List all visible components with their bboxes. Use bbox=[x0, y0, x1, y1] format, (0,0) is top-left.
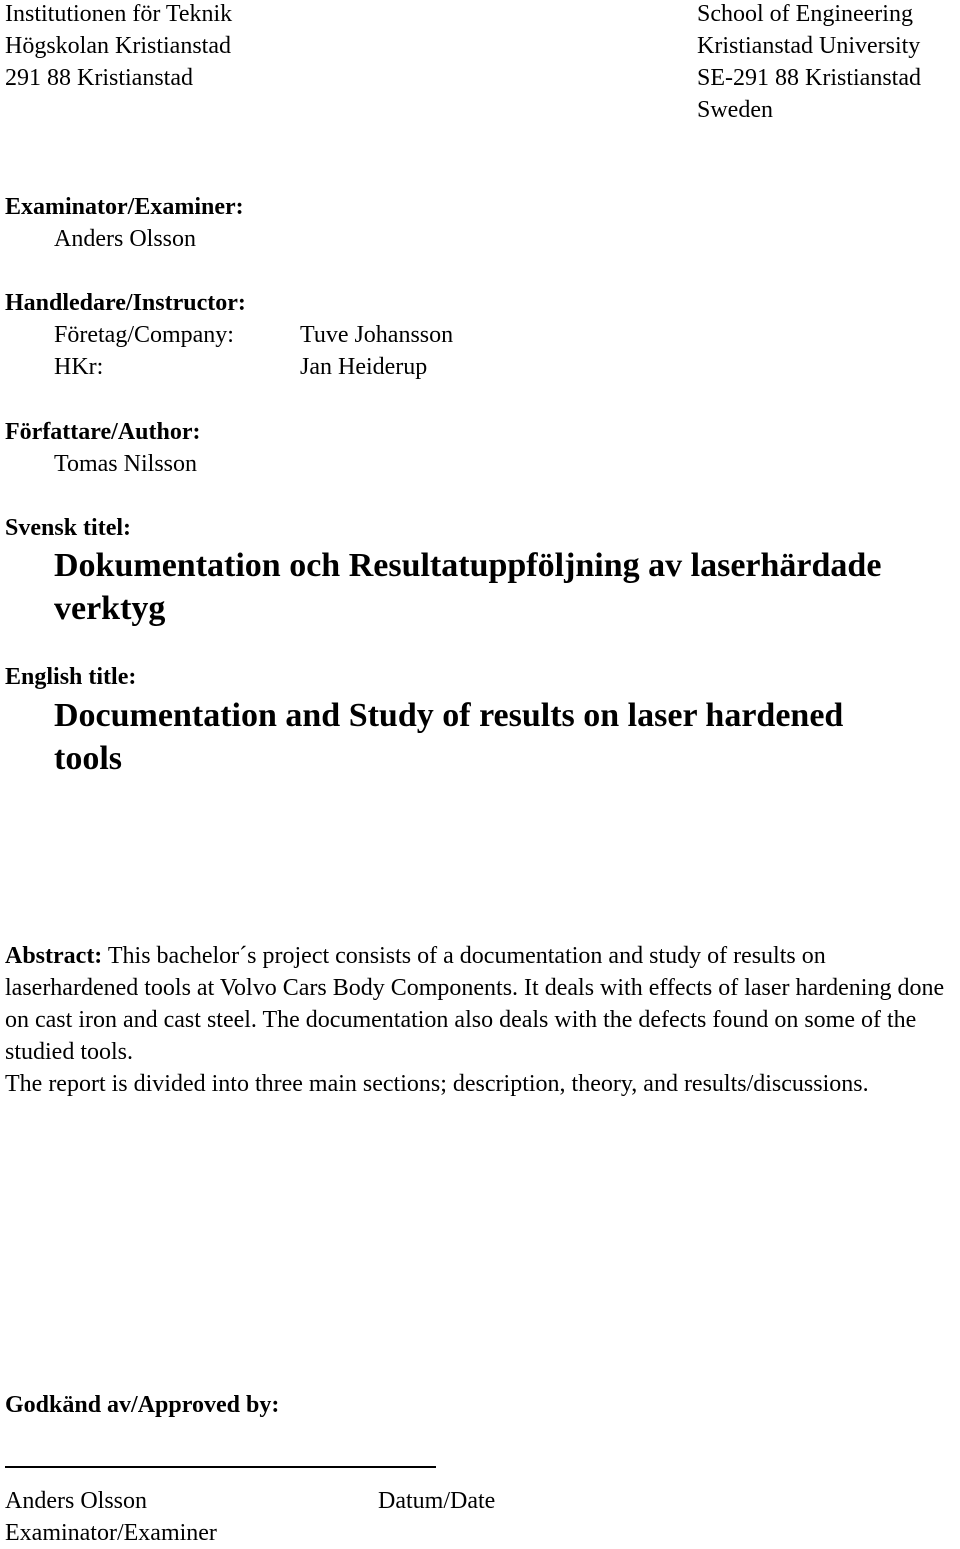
english-title-line-2: tools bbox=[54, 740, 122, 777]
postal-address-swedish: 291 88 Kristianstad bbox=[5, 65, 193, 91]
abstract-label: Abstract: bbox=[5, 943, 103, 969]
author-label: Författare/Author: bbox=[5, 419, 201, 445]
approver-role: Examinator/Examiner bbox=[5, 1520, 217, 1546]
examiner-name: Anders Olsson bbox=[54, 226, 196, 252]
signature-line bbox=[5, 1466, 436, 1468]
university-name-english: Kristianstad University bbox=[697, 33, 921, 59]
company-instructor-name: Tuve Johansson bbox=[300, 322, 454, 348]
abstract-text-1: This bachelor´s project consists of a documentation and study of results on laserhardened tools at Volvo Cars Body Components. It deals with effects of laser hardening done on cast iron and cast steel. The documentation also deals with the defects found on some of the studied tools. bbox=[5, 943, 945, 1065]
abstract-section bbox=[5, 940, 960, 1100]
swedish-title-line-2: verktyg bbox=[54, 590, 166, 627]
company-label: Företag/Company: bbox=[54, 322, 234, 348]
abstract-paragraph-1 bbox=[5, 940, 960, 1068]
date-label: Datum/Date bbox=[378, 1488, 496, 1514]
approved-by-label: Godkänd av/Approved by: bbox=[5, 1392, 280, 1418]
english-title-label: English title: bbox=[5, 664, 137, 690]
school-name: School of Engineering bbox=[697, 1, 913, 27]
department-name: Institutionen för Teknik bbox=[5, 1, 233, 27]
university-name-swedish: Högskolan Kristianstad bbox=[5, 33, 231, 59]
english-title-line-1: Documentation and Study of results on laser hardened bbox=[54, 697, 844, 734]
examiner-label: Examinator/Examiner: bbox=[5, 194, 244, 220]
postal-address-english: SE-291 88 Kristianstad bbox=[697, 65, 921, 91]
instructor-label: Handledare/Instructor: bbox=[5, 290, 246, 316]
approver-name: Anders Olsson bbox=[5, 1488, 147, 1514]
country: Sweden bbox=[697, 97, 773, 123]
author-name: Tomas Nilsson bbox=[54, 451, 197, 477]
swedish-title-line-1: Dokumentation och Resultatuppföljning av laserhärdade bbox=[54, 547, 882, 584]
hkr-label: HKr: bbox=[54, 354, 104, 380]
hkr-instructor-name: Jan Heiderup bbox=[300, 354, 428, 380]
abstract-paragraph-2: The report is divided into three main sections; description, theory, and results/discussions. bbox=[5, 1071, 869, 1097]
swedish-title-label: Svensk titel: bbox=[5, 515, 131, 541]
